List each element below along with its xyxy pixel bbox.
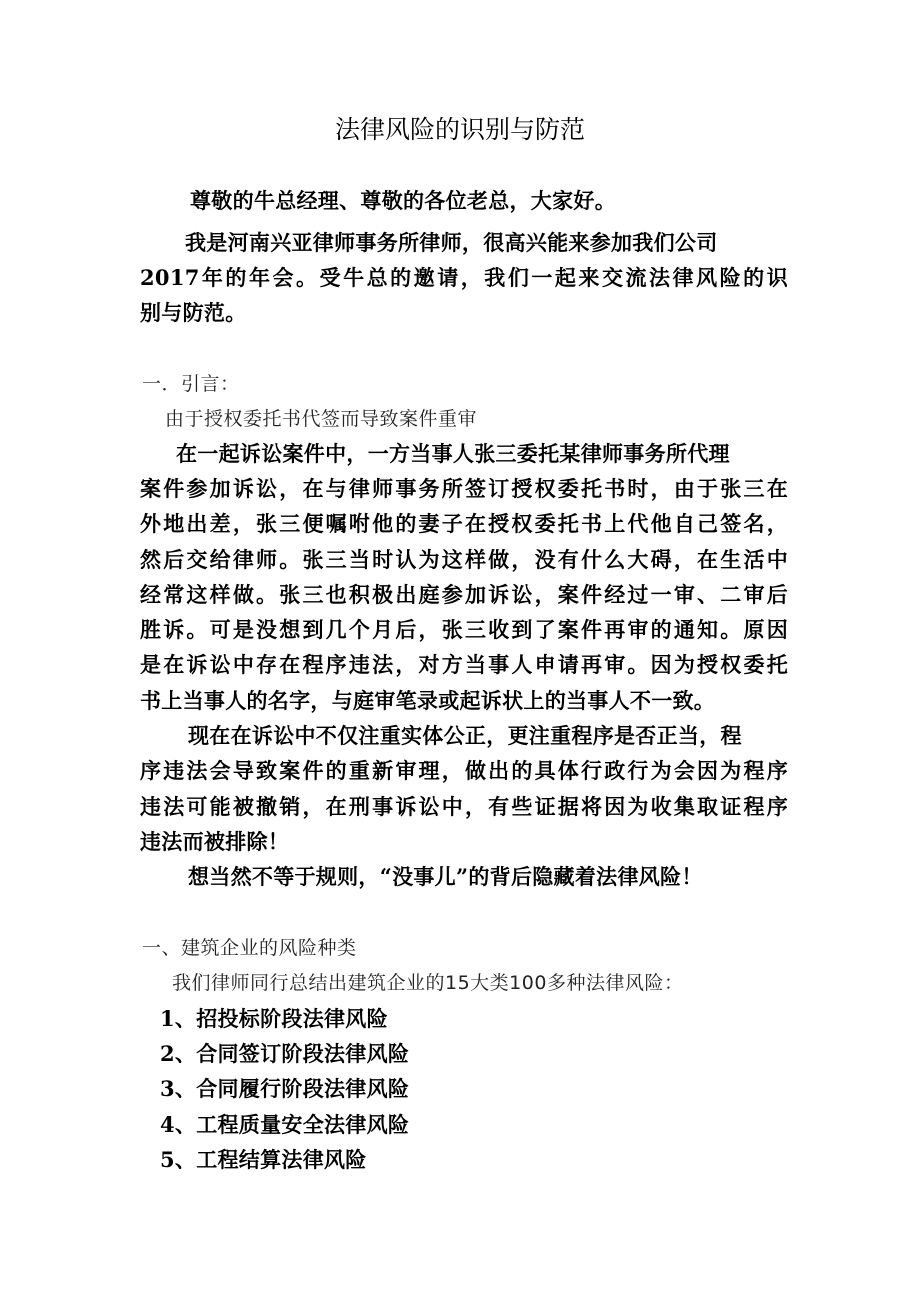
document-title: 法律风险的识别与防范	[334, 115, 585, 144]
risk-item-3: 3、合同履行阶段法律风险	[160, 1076, 410, 1101]
intro-line-2: 2017年的年会。受牛总的邀请，我们一起来交流法律风险的识	[140, 265, 788, 290]
procedure-line-3: 违法可能被撤销，在刑事诉讼中，有些证据将因为收集取证程序	[140, 794, 788, 819]
risk-item-1: 1、招投标阶段法律风险	[160, 1006, 388, 1031]
section-risks-summary: 我们律师同行总结出建筑企业的15大类100多种法律风险：	[172, 972, 684, 994]
case-line-5: 经常这样做。张三也积极出庭参加诉讼，案件经过一审、二审后	[140, 582, 788, 607]
procedure-line-2: 序违法会导致案件的重新审理，做出的具体行政行为会因为程序	[140, 758, 788, 783]
greeting-line: 尊敬的牛总经理、尊敬的各位老总，大家好。	[190, 188, 616, 213]
risk-item-4: 4、工程质量安全法律风险	[160, 1112, 410, 1137]
risk-item-5: 5、工程结算法律风险	[160, 1147, 367, 1172]
case-line-6: 胜诉。可是没想到几个月后，张三收到了案件再审的通知。原因	[140, 617, 788, 642]
procedure-line-1: 现在在诉讼中不仅注重实体公正，更注重程序是否正当，程	[188, 723, 742, 748]
intro-line-1: 我是河南兴亚律师事务所律师，很高兴能来参加我们公司	[185, 230, 718, 255]
intro-line-3: 别与防范。	[140, 300, 247, 325]
case-line-4: 然后交给律师。张三当时认为这样做，没有什么大碍，在生活中	[140, 547, 788, 572]
section-risks-heading: 一、建筑企业的风险种类	[142, 937, 357, 959]
case-line-1: 在一起诉讼案件中，一方当事人张三委托某律师事务所代理	[176, 441, 730, 466]
case-line-3: 外地出差，张三便嘱咐他的妻子在授权委托书上代他自己签名，	[140, 511, 788, 536]
case-line-2: 案件参加诉讼，在与律师事务所签订授权委托书时，由于张三在	[140, 476, 788, 501]
case-line-8: 书上当事人的名字，与庭审笔录或起诉状上的当事人不一致。	[140, 688, 716, 713]
section-intro-heading: 一．引言：	[142, 373, 240, 395]
case-line-7: 是在诉讼中存在程序违法，对方当事人申请再审。因为授权委托	[140, 652, 788, 677]
risk-item-2: 2、合同签订阶段法律风险	[160, 1041, 410, 1066]
procedure-line-4: 违法而被排除！	[140, 829, 290, 854]
closing-line: 想当然不等于规则，“没事儿”的背后隐藏着法律风险！	[188, 864, 703, 889]
section-intro-subheading: 由于授权委托书代签而导致案件重审	[165, 408, 478, 430]
